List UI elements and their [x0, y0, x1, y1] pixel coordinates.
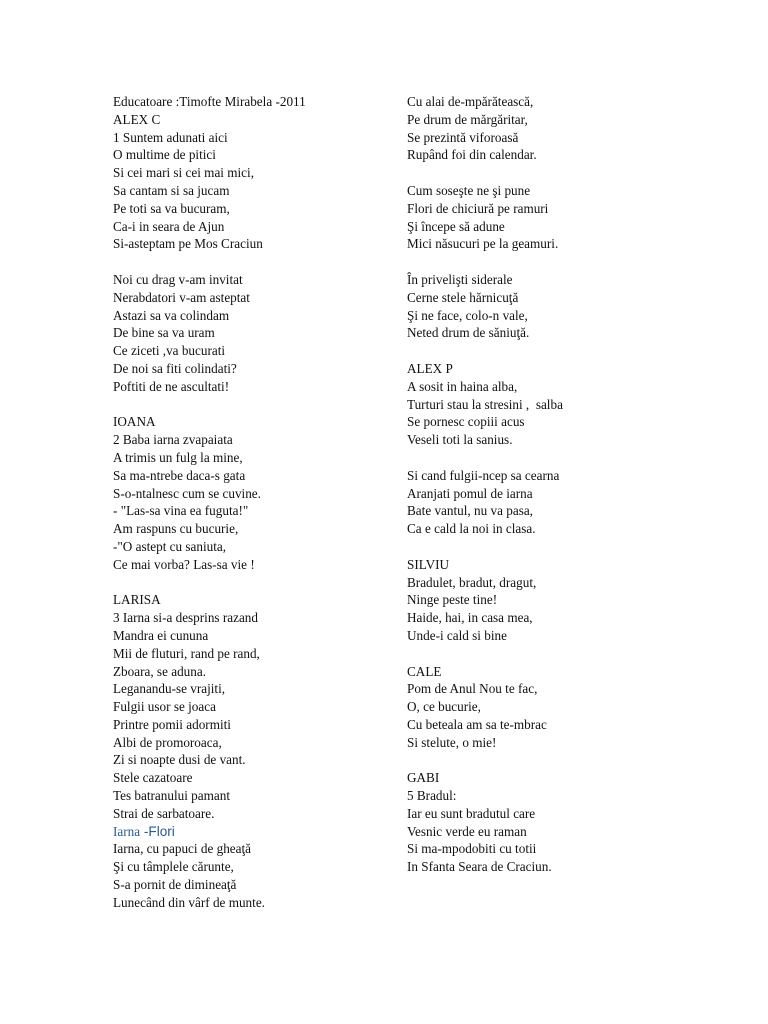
- text-line: Si ma-mpodobiti cu totii: [407, 841, 537, 857]
- text-line: Pom de Anul Nou te fac,: [407, 681, 538, 697]
- text-line: O multime de pitici: [113, 147, 216, 163]
- text-line: In Sfanta Seara de Craciun.: [407, 859, 552, 875]
- text-line: Mii de fluturi, rand pe rand,: [113, 645, 260, 661]
- text-line: Si cei mari si cei mai mici,: [113, 165, 254, 181]
- text-line: CALE: [407, 663, 442, 679]
- text-line: Sa ma-ntrebe daca-s gata: [113, 467, 246, 483]
- text-line: Şi cu tâmplele cărunte,: [113, 859, 234, 875]
- text-line: Şi ne face, colo-n vale,: [407, 307, 528, 323]
- text-line: Iar eu sunt bradutul care: [407, 805, 536, 821]
- text-line: S-a pornit de dimineaţă: [113, 877, 237, 893]
- text-line: O, ce bucurie,: [407, 699, 481, 715]
- text-line: De noi sa fiti colindati?: [113, 360, 237, 376]
- text-line: S-o-ntalnesc cum se cuvine.: [113, 485, 261, 501]
- text-line: Stele cazatoare: [113, 770, 193, 786]
- blank-line: [407, 751, 737, 769]
- text-line: Cum soseşte ne şi pune: [407, 182, 531, 198]
- text-line: 1 Suntem adunati aici: [113, 129, 228, 145]
- text-line: Iarna, cu papuci de gheaţă: [113, 841, 252, 857]
- text-line: Aranjati pomul de iarna: [407, 485, 533, 501]
- text-line: Neted drum de săniuţă.: [407, 325, 530, 341]
- text-line: Strai de sarbatoare.: [113, 805, 215, 821]
- text-line: ALEX C: [113, 111, 161, 127]
- text-line: GABI: [407, 770, 440, 786]
- text-line: Turturi stau la stresini , salba: [407, 396, 563, 412]
- text-line: 2 Baba iarna zvapaiata: [113, 432, 233, 448]
- text-line: -"O astept cu saniuta,: [113, 538, 227, 554]
- text-line: Ce mai vorba? Las-sa vie !: [113, 556, 255, 572]
- text-line: Si-asteptam pe Mos Craciun: [113, 236, 263, 252]
- text-line: Lunecând din vârf de munte.: [113, 894, 265, 910]
- text-line: Si stelute, o mie!: [407, 734, 497, 750]
- blank-line: [407, 164, 737, 182]
- text-line: Rupând foi din calendar.: [407, 147, 537, 163]
- text-line: Poftiti de ne ascultati!: [113, 378, 230, 394]
- text-line: Zi si noapte dusi de vant.: [113, 752, 246, 768]
- text-line: Printre pomii adormiti: [113, 716, 231, 732]
- section-heading-iarna: [113, 823, 398, 841]
- text-line: Ca-i in seara de Ajun: [113, 218, 225, 234]
- text-line: Leganandu-se vrajiti,: [113, 681, 226, 697]
- text-line: Mandra ei cununa: [113, 627, 209, 643]
- text-line: Noi cu drag v-am invitat: [113, 271, 243, 287]
- blank-line: [407, 342, 737, 360]
- text-line: Se prezintă viforoasă: [407, 129, 519, 145]
- text-line: Unde-i cald si bine: [407, 627, 507, 643]
- text-line: Pe toti sa va bucuram,: [113, 200, 230, 216]
- text-line: Tes batranului pamant: [113, 788, 230, 804]
- right-column: [407, 93, 737, 876]
- text-line: Am raspuns cu bucurie,: [113, 521, 239, 537]
- blank-line: [407, 645, 737, 663]
- text-line: Astazi sa va colindam: [113, 307, 230, 323]
- text-line: Cu beteala am sa te-mbrac: [407, 716, 547, 732]
- text-line: IOANA: [113, 414, 156, 430]
- left-column: [113, 93, 398, 912]
- text-line: Ca e cald la noi in clasa.: [407, 521, 536, 537]
- text-line: Cu alai de-mpărătească,: [407, 94, 534, 109]
- text-line: Fulgii usor se joaca: [113, 699, 216, 715]
- text-line: Pe drum de mărgăritar,: [407, 111, 528, 127]
- text-line: Bradulet, bradut, dragut,: [407, 574, 537, 590]
- text-line: ALEX P: [407, 360, 453, 376]
- text-line: Bate vantul, nu va pasa,: [407, 503, 533, 519]
- text-line: Ninge peste tine!: [407, 592, 498, 608]
- blank-line: [407, 253, 737, 271]
- text-line: Vesnic verde eu raman: [407, 823, 527, 839]
- text-line: Educatoare :Timofte Mirabela -2011: [113, 94, 306, 109]
- text-line: Zboara, se aduna.: [113, 663, 207, 679]
- text-line: A sosit in haina alba,: [407, 378, 518, 394]
- blank-line: [407, 538, 737, 556]
- text-line: Flori de chiciură pe ramuri: [407, 200, 549, 216]
- blank-line: [407, 449, 737, 467]
- blank-line: [113, 396, 398, 414]
- text-line: Cerne stele hărnicuţă: [407, 289, 519, 305]
- text-line: În privelişti siderale: [407, 271, 513, 287]
- blank-line: [113, 574, 398, 592]
- accent-title: Iarna: [113, 823, 141, 839]
- text-line: Si cand fulgii-ncep sa cearna: [407, 467, 560, 483]
- text-line: Sa cantam si sa jucam: [113, 182, 230, 198]
- text-line: 3 Iarna si-a desprins razand: [113, 610, 258, 626]
- text-line: Ce ziceti ,va bucurati: [113, 343, 226, 359]
- text-line: SILVIU: [407, 556, 450, 572]
- text-line: 5 Bradul:: [407, 788, 457, 804]
- text-line: Veseli toti la sanius.: [407, 432, 513, 448]
- text-line: Haide, hai, in casa mea,: [407, 610, 533, 626]
- text-line: Se pornesc copiii acus: [407, 414, 525, 430]
- text-line: LARISA: [113, 592, 161, 608]
- blank-line: [113, 253, 398, 271]
- text-line: Mici năsucuri pe la geamuri.: [407, 236, 559, 252]
- text-line: - "Las-sa vina ea fuguta!": [113, 503, 249, 519]
- text-line: De bine sa va uram: [113, 325, 215, 341]
- text-line: Şi începe să adune: [407, 218, 505, 234]
- text-line: Albi de promoroaca,: [113, 734, 222, 750]
- text-line: A trimis un fulg la mine,: [113, 449, 243, 465]
- accent-suffix: -Flori: [140, 823, 175, 839]
- text-line: Nerabdatori v-am asteptat: [113, 289, 250, 305]
